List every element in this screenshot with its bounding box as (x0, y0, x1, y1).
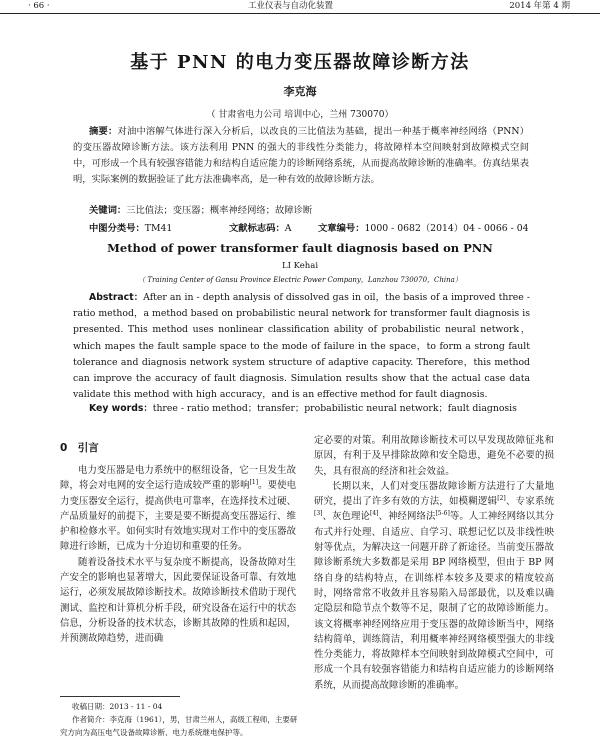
intro-paragraph-1 (60, 463, 296, 555)
intro-p4-e: 等。人工神经网络以其分布式并行处理、自适应、自学习、联想记忆以及非线性映射等优点，为解决这一问题开辟了新途径。当前变压器故障诊断系统大多数都是采用 BP 网络模型，但由于 BP 网络自身的结构特点，在训练样本较多及要求的精度较高时，网络常常不收敛并且容易陷入局部最优，以及难以确定隐层和隐节点个数等不足，限制了它的故障诊断能力。该文将概率神经网络应用于变压器的故障诊断当中，网络结构简单，训练简洁，利用概率神经网络模型强大的非线性分类能力，将故障样本空间映射到故障模式空间中，可形成一个具有较强容错能力和结构自适应能力的诊断网络系统，从而提高故障诊断的准确率。 (314, 511, 554, 691)
citation-ref: [3] (314, 510, 323, 518)
citation-ref: [2] (497, 495, 506, 503)
clc-value: TM41 (144, 223, 173, 234)
keywords-en-label: Key words： (89, 403, 153, 414)
section-heading-introduction: 0 引言 (60, 442, 99, 454)
paper-title-en: Method of power transformer fault diagnosis based on PNN (107, 241, 493, 255)
keywords-cn-text: 三比值法；变压器；概率神经网络；故障诊断 (126, 205, 313, 216)
abstract-cn-text: 对油中溶解气体进行深入分析后，以改良的三比值法为基础，提出一种基于概率神经网络（PNN）的变压器故障诊断方法。该方法利用 PNN 的强大的非线性分类能力，将故障样本空间映射到故障模式空间中，可形成一个具有较强容错能力和结构自适应能力的诊断网络系统，从而提高故障诊断的准确率。仿真结果表明，实际案例的数据验证了此方法准确率高，是一种有效的故障诊断方法。 (73, 126, 529, 185)
abstract-en (73, 290, 530, 403)
journal-name: 工业仪表与自动化装置 (248, 1, 334, 11)
citation-number: 1 (251, 479, 256, 487)
article-value: 1000 - 0682（2014）04 - 0066 - 04 (364, 223, 529, 234)
abstract-en-label: Abstract： (89, 292, 144, 303)
citation-ref: [1] (249, 479, 259, 487)
journal-issue: 2014 年第 4 期 (509, 1, 570, 11)
abstract-en-text: After an in - depth analysis of dissolved gas in oil，the basis of a improved three - ratio method，a method based on probabilistic neural network for transformer fault diagnosis is presented. This method uses nonlinear classification ability of probabilistic neural network，which mapes the fault sample space to the mode of failure in the space，to form a strong fault tolerance and diagnosis network system structure of adaptive capacity. Therefore，this method can improve the accuracy of fault diagnosis. Simulation results show that the actual case data validate this method with high accuracy，and is an effective method for fault diagnosis. (73, 292, 530, 401)
intro-p4-b: 、专家系统 (505, 496, 554, 508)
right-column (314, 433, 554, 693)
article-number (318, 222, 529, 236)
citation-number: 3 (316, 510, 321, 518)
intro-paragraph-4 (314, 479, 554, 693)
doc-label: 文献标志码： (229, 223, 285, 234)
clc-label: 中图分类号： (89, 223, 145, 234)
paper-title-cn: 基于 PNN 的电力变压器故障诊断方法 (130, 52, 470, 73)
article-label: 文章编号： (318, 223, 365, 234)
footnote-divider (60, 696, 180, 697)
affiliation-en: （ Training Center of Gansu Province Electric Power Company，Lanzhou 730070，China） (138, 276, 462, 284)
intro-p1-text: 电力变压器是电力系统中的枢纽设备，它一旦发生故障，将会对电网的安全运行造成较严重的影响 (60, 465, 296, 492)
intro-p4-d: 、神经网络法 (378, 511, 436, 523)
intro-paragraph-2: 随着设备技术水平与复杂度不断提高，设备故障对生产安全的影响也显著增大，因此要保证设备可靠、有效地运行，必须发展故障诊断技术。故障诊断技术借助于现代测试、监控和计算机分析手段，研究设备在运行中的状态信息，分析设备的技术状态，诊断其故障的性质和起因，并预测故障趋势，进而确 (60, 556, 296, 645)
intro-paragraph-3: 定必要的对策。利用故障诊断技术可以早发现故障征兆和原因，有利于及早排除故障和安全隐患，避免不必要的损失，具有很高的经济和社会效益。 (314, 435, 554, 477)
citation-number: 5-6 (437, 510, 448, 518)
author-name-cn: 李克海 (283, 85, 317, 98)
abstract-cn (73, 124, 529, 188)
clc-number (89, 222, 172, 236)
citation-number: 4 (372, 510, 377, 518)
keywords-en-text: three - ratio method；transfer；probabilistic neural network；fault diagnosis (152, 403, 517, 414)
keywords-en (89, 402, 529, 416)
doc-value: A (284, 223, 292, 234)
doc-code (229, 222, 292, 236)
left-column (60, 463, 296, 647)
page-number: · 66 · (28, 1, 50, 11)
citation-ref: [5-6] (435, 510, 450, 518)
keywords-cn (89, 204, 529, 218)
running-header (0, 0, 600, 14)
intro-p4-c: 、灰色理论 (322, 511, 370, 523)
author-name-en: LI Kehai (281, 261, 319, 271)
author-biography: 作者简介：李克海（1961），男，甘肃兰州人，高级工程师，主要研究方向为高压电气设备故障诊断、电力系统继电保护等。 (60, 715, 298, 737)
citation-ref: [4] (369, 510, 379, 518)
abstract-cn-label: 摘要： (89, 126, 118, 137)
keywords-cn-label: 关键词： (89, 205, 127, 216)
affiliation-cn: （ 甘肃省电力公司 培训中心，兰州 730070） (206, 110, 394, 120)
intro-p1-tail: 。要使电力变压器安全运行，提高供电可靠率，在选择技术过硬、产品质量好的前提下，主要是要不断提高变压器运行、维护和检修水平。如何实时有效地实现对工作中的变压器故障进行诊断，已成为十分迫切和重要的任务。 (60, 480, 296, 553)
intro-p4-a: 长期以来，人们对变压器故障诊断方法进行了大量地研究，提出了许多有效的方法，如模糊逻辑 (314, 480, 554, 508)
footnotes (60, 700, 300, 739)
citation-number: 2 (499, 495, 504, 503)
received-date: 收稿日期：2013 - 11 - 04 (72, 702, 163, 711)
